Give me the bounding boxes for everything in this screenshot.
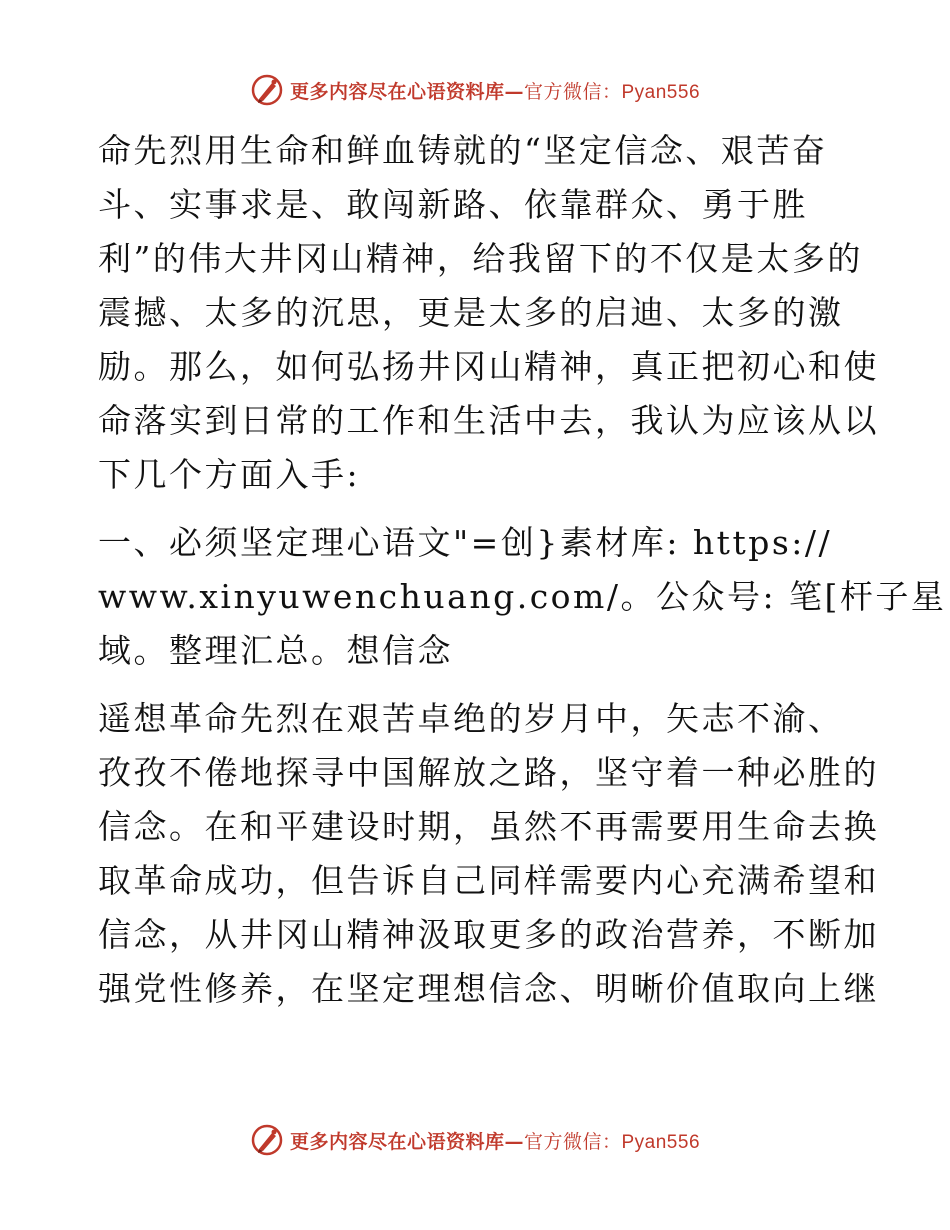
wechat-id: 官方微信：Pyan556	[524, 81, 701, 103]
text-line: 信念。在和平建设时期，虽然不再需要用生命去换	[98, 807, 879, 846]
text-line: 域。整理汇总。想信念	[98, 631, 453, 670]
text-line: 强党性修养，在坚定理想信念、明晰价值取向上继	[98, 969, 879, 1008]
paragraph-section-one	[98, 516, 947, 678]
text-line: 信念，从井冈山精神汲取更多的政治营养，不断加	[98, 915, 879, 954]
text-line: 命先烈用生命和鲜血铸就的“坚定信念、艰苦奋	[98, 131, 828, 170]
text-line: 遥想革命先烈在艰苦卓绝的岁月中，矢志不渝、	[98, 699, 844, 738]
text-line: 命落实到日常的工作和生活中去，我认为应该从以	[98, 401, 879, 440]
text-line: www.xinyuwenchuang.com/。公众号: 笔[杆子星	[98, 577, 947, 616]
text-line: 一、必须坚定理心语文"=创}素材库: https://	[98, 523, 833, 562]
text-line: 下几个方面入手:	[98, 455, 361, 494]
document-body	[98, 124, 947, 1016]
pen-logo-icon	[250, 1123, 284, 1157]
header-banner	[0, 70, 950, 110]
wechat-id: 官方微信：Pyan556	[524, 1131, 701, 1153]
text-line: 励。那么，如何弘扬井冈山精神，真正把初心和使	[98, 347, 879, 386]
text-line: 利”的伟大井冈山精神，给我留下的不仅是太多的	[98, 239, 863, 278]
text-line: 震撼、太多的沉思，更是太多的启迪、太多的激	[98, 293, 844, 332]
text-line: 孜孜不倦地探寻中国解放之路，坚守着一种必胜的	[98, 753, 879, 792]
text-line: 斗、实事求是、敢闯新路、依靠群众、勇于胜	[98, 185, 808, 224]
footer-banner	[0, 1120, 950, 1160]
paragraph-body	[98, 692, 879, 1016]
pen-logo-icon	[250, 73, 284, 107]
banner-text: 更多内容尽在心语资料库—官方微信：Pyan556	[289, 1130, 701, 1153]
banner-text: 更多内容尽在心语资料库—官方微信：Pyan556	[289, 80, 701, 103]
paragraph-intro	[98, 124, 879, 502]
text-line: 取革命成功，但告诉自己同样需要内心充满希望和	[98, 861, 879, 900]
